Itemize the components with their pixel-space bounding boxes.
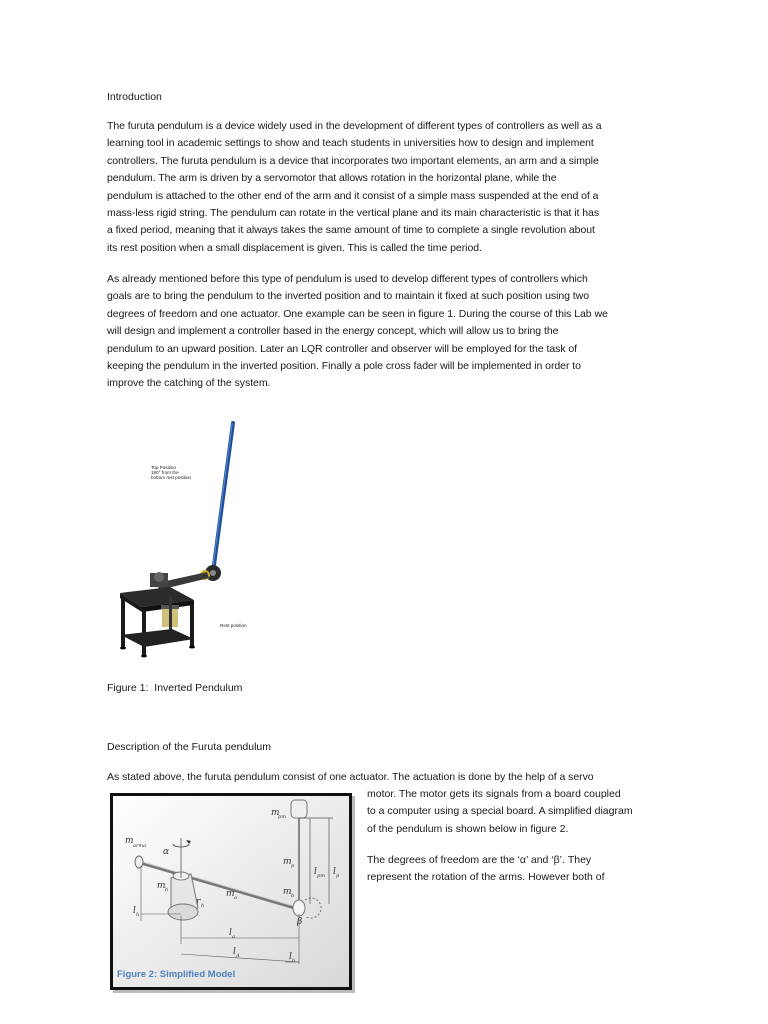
- alpha-symbol: α: [163, 847, 170, 857]
- description-side-text-1: [367, 786, 667, 838]
- symbol-m: m: [157, 881, 166, 891]
- subscript: a: [232, 934, 235, 940]
- symbol-l: l: [133, 906, 136, 916]
- symbol-l: l: [229, 928, 232, 938]
- top-label-line: 180° from the: [151, 470, 179, 476]
- subscript: h: [201, 903, 205, 909]
- intro-paragraph-1: [107, 118, 662, 257]
- text-line: The furuta pendulum is a device widely used in the development of different types of controllers as well as a: [107, 120, 602, 132]
- subscript: b: [291, 893, 295, 899]
- figure-1-caption: Figure 1: Inverted Pendulum: [107, 682, 243, 694]
- figure-1-inverted-pendulum: [112, 415, 262, 665]
- text-line: pendulum is attached to the other end of the arm and it consist of a simple mass suspended at the end of a: [107, 189, 599, 202]
- symbol-r: r: [196, 897, 201, 907]
- text-line: of the pendulum is shown below in figure 2.: [367, 822, 569, 835]
- text-line: keeping the pendulum in the inverted position. Finally a pole cross fader will be implemented in order to: [107, 360, 581, 373]
- text-line: its rest position when a small displacement is given. This is called the time period.: [107, 241, 482, 254]
- subscript: p: [291, 863, 295, 869]
- subscript: p: [336, 873, 340, 879]
- figure-2-simplified-model: [110, 793, 352, 990]
- top-label-line: bottom rest position: [151, 475, 192, 481]
- text-line: As stated above, the furuta pendulum consist of one actuator. The actuation is done by the help of a servo: [107, 771, 594, 783]
- subscript: h: [136, 912, 140, 918]
- subscript: A: [236, 953, 240, 959]
- subscript: h: [165, 887, 169, 893]
- rest-position-label: Rest position: [220, 623, 247, 628]
- symbol-l: l: [233, 947, 236, 957]
- symbol-l: l: [289, 952, 292, 962]
- description-side-text-2: [367, 852, 667, 887]
- beta-symbol: β: [297, 917, 303, 927]
- text-line: pendulum. The arm is driven by a servomotor that allows rotation in the horizontal plane, while the: [107, 172, 557, 185]
- text-line: pendulum to an upward position. Later an LQR controller and observer will be employed for the task of: [107, 342, 578, 355]
- text-line: to a computer using a special board. A simplified diagram: [367, 805, 633, 818]
- text-line: goals are to bring the pendulum to the inverted position and to maintain it fixed at such position using two: [107, 290, 589, 303]
- symbol-m: m: [283, 887, 292, 897]
- text-line: degrees of freedom and one actuator. One example can be seen in figure 1. During the course of this Lab we: [107, 307, 608, 320]
- text-line: will design and implement a controller based in the energy concept, which will allow us to bring the: [107, 325, 559, 338]
- text-line: learning tool in academic settings to show and teach students in universities how to design and implement: [107, 137, 594, 150]
- text-line: mass-less rigid string. The pendulum can rotate in the vertical plane and its main characteristic is that it has: [107, 207, 600, 220]
- intro-paragraph-2: [107, 271, 662, 393]
- description-heading: Description of the Furuta pendulum: [107, 741, 272, 753]
- subscript: arma: [133, 843, 147, 849]
- text-line: motor. The motor gets its signals from a board coupled: [367, 788, 621, 800]
- top-label-line: Top Position: [151, 465, 177, 470]
- symbol-l: l: [333, 867, 336, 877]
- text-line: improve the catching of the system.: [107, 377, 271, 390]
- description-first-line: [107, 769, 662, 786]
- text-line: represent the rotation of the arms. However both of: [367, 871, 605, 884]
- subscript: a: [234, 895, 237, 901]
- introduction-heading: Introduction: [107, 91, 162, 103]
- symbol-m: m: [125, 836, 134, 846]
- symbol-m: m: [226, 889, 235, 899]
- text-line: As already mentioned before this type of pendulum is used to develop different types of controllers which: [107, 273, 588, 285]
- figure-2-caption: Figure 2: Simplified Model: [117, 969, 236, 980]
- simplified-model-diagram: [113, 796, 349, 987]
- subscript: pm: [278, 814, 286, 820]
- symbol-l: l: [314, 867, 317, 877]
- subscript: pm: [317, 873, 325, 879]
- symbol-m: m: [283, 857, 292, 867]
- top-position-label: [151, 465, 191, 481]
- subscript: b: [292, 958, 296, 964]
- text-line: The degrees of freedom are the ‘α’ and ‘β’. They: [367, 854, 592, 866]
- symbol-m: m: [271, 808, 280, 818]
- text-line: a fixed period, meaning that it always takes the same amount of time to complete a single revolution about: [107, 224, 595, 237]
- text-line: controllers. The furuta pendulum is a device that incorporates two important elements, an arm and a simple: [107, 154, 599, 167]
